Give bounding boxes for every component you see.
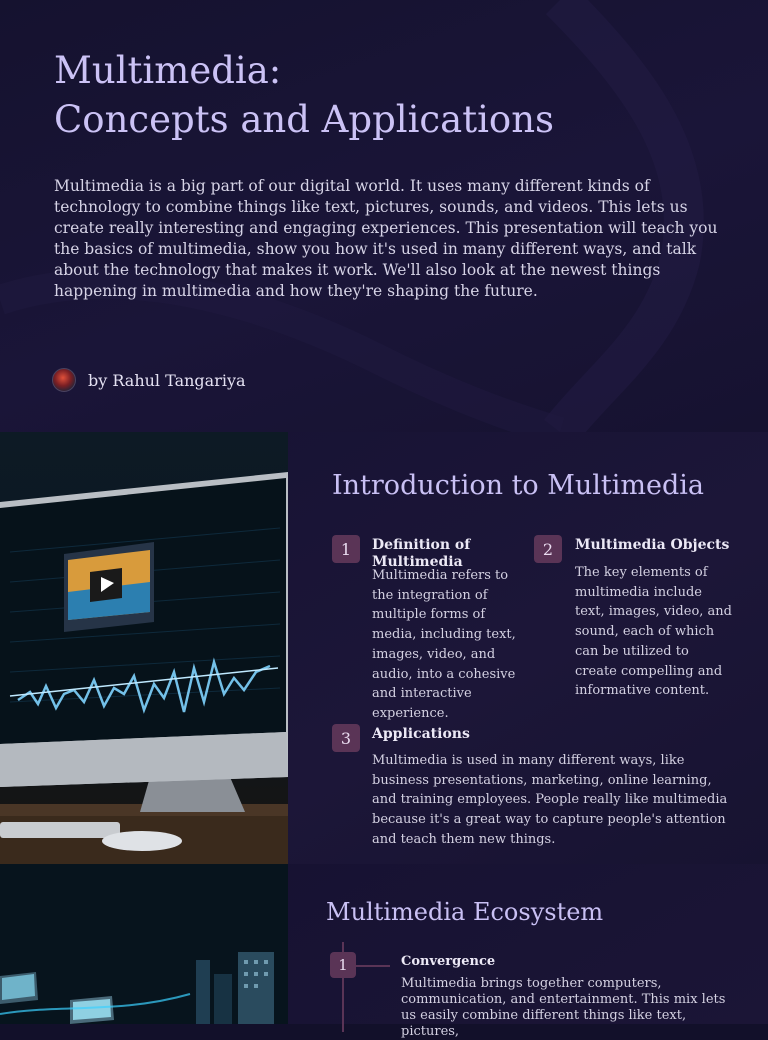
- author-avatar: [52, 368, 76, 392]
- item-number-badge: 1: [330, 952, 356, 978]
- timeline-connector: [356, 965, 390, 967]
- introduction-slide: [0, 432, 768, 864]
- item-title-definition: Definition of Multimedia: [372, 537, 471, 570]
- city-devices-photo: [0, 864, 288, 1024]
- item-number-badge: 1: [332, 535, 360, 563]
- intro-paragraph: Multimedia is a big part of our digital world. It uses many different kinds of technology to combine things like text, pictures, sounds, and videos. This lets us create really interesting and engaging experiences. This presentation will teach you the basics of multimedia, show you how it's used in many different ways, and talk about the technology that makes it work. We'll also look at the newest things happening in multimedia and how they're shaping the future.: [54, 177, 718, 300]
- item-number-badge: 3: [332, 724, 360, 752]
- ecosystem-title: Multimedia Ecosystem: [326, 898, 604, 926]
- item-title-objects: Multimedia Objects: [575, 537, 730, 553]
- item-text-definition: Multimedia refers to the integration of multiple forms of media, including text, images, video, and audio, into a cohesive and interactive experience.: [372, 568, 516, 721]
- item-title-convergence: Convergence: [401, 954, 496, 969]
- item-text-objects: The key elements of multimedia include text, images, video, and sound, each of which can be utilized to create compelling and informative content.: [575, 565, 732, 699]
- ecosystem-slide: [0, 864, 768, 1039]
- author-byline: [52, 368, 246, 392]
- item-title-applications: Applications: [372, 726, 470, 742]
- presentation-title: Multimedia: Concepts and Applications: [54, 49, 555, 141]
- monitor-photo: [0, 432, 288, 864]
- title-slide: [0, 0, 768, 432]
- item-text-applications: Multimedia is used in many different ways, like business presentations, marketing, online learning, and training employees. People really like multimedia because it's a great way to capture people's attention and teach them new things.: [372, 753, 728, 847]
- author-name: by Rahul Tangariya: [88, 370, 246, 390]
- item-text-convergence: Multimedia brings together computers, communication, and entertainment. This mix lets us easily combine different things like text, pictures,: [401, 976, 726, 1039]
- item-number-badge: 2: [534, 535, 562, 563]
- introduction-title: Introduction to Multimedia: [332, 470, 705, 501]
